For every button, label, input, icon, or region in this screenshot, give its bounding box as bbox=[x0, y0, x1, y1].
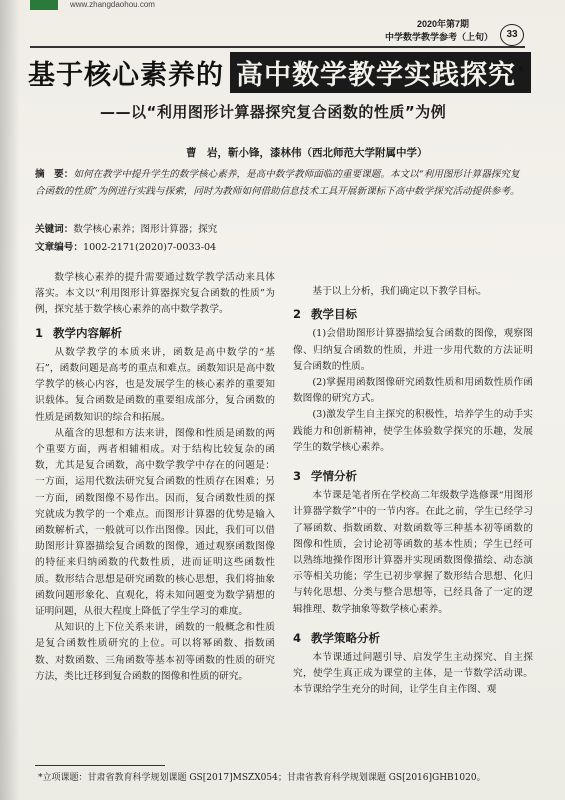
author-affiliation: （西北师范大学附属中学） bbox=[301, 147, 428, 159]
article-number-label: 文章编号： bbox=[35, 242, 83, 253]
article-number bbox=[35, 239, 216, 253]
abstract-text: 如何在教学中提升学生的数学核心素养，是高中数学教师面临的重要课题。本文以“利用图形计算器探究复合函数的性质”为例进行实践与探索，同时为教师如何借助信息技术工具开展新课标下高中数学探究活动提供参考。 bbox=[35, 169, 520, 197]
intro-paragraph: 数学核心素养的提升需要通过数学教学活动来具体落实。本文以“利用图形计算器探究复合函数的性质”为例，探究基于数学核心素养的高中数学教学。 bbox=[35, 272, 275, 316]
footnote: *立项课题：甘肃省教育科学规划课题 GS[2017]MSZX054；甘肃省教育科学规划课题 GS[2016]GHB1020。 bbox=[38, 773, 486, 783]
section-1-paragraph-3: 从知识的上下位关系来讲，函数的一般概念和性质是复合函数性质研究的上位。可以将幂函数、指数函数、对数函数、三角函数等基本初等函数的性质的研究方法，类比迁移到复合函数的图像和性质的研究。 bbox=[35, 622, 275, 682]
section-4-paragraph: 本节课通过问题引导、启发学生主动探究、自主探究，使学生真正成为课堂的主体，是一节数学活动课。本节课给学生充分的时间，让学生自主作图、观 bbox=[293, 652, 533, 696]
section-2-heading bbox=[293, 306, 533, 322]
title-part-2-text: 高中数学教学实践探究 bbox=[236, 59, 516, 91]
goal-2: (2)掌握用函数图像研究函数性质和用函数性质作函数图像的研究方式。 bbox=[293, 377, 533, 405]
keywords bbox=[35, 221, 217, 235]
section-3-title: 学情分析 bbox=[311, 469, 357, 484]
section-3-heading bbox=[293, 468, 533, 484]
left-column bbox=[35, 270, 275, 685]
abstract bbox=[35, 166, 525, 200]
author-names: 曹 岩，靳小锋，漆林伟 bbox=[186, 147, 302, 159]
header-rule bbox=[30, 46, 525, 48]
goal-1: (1)会借助图形计算器描绘复合函数的图像，观察图像、归纳复合函数的性质，并进一步用代数的方法证明复合函数的性质。 bbox=[293, 328, 533, 372]
section-4-heading bbox=[293, 630, 533, 646]
page-binding-shadow bbox=[0, 0, 20, 800]
abstract-label: 摘 要： bbox=[35, 169, 74, 180]
section-4-number: 4 bbox=[293, 630, 302, 645]
section-1-heading bbox=[35, 325, 275, 341]
section-1-title: 教学内容解析 bbox=[53, 325, 122, 340]
section-3-number: 3 bbox=[293, 469, 302, 484]
title-part-1: 基于核心素养的 bbox=[28, 59, 224, 91]
header-url: www.zhangdaohou.com bbox=[70, 0, 155, 9]
section-2-number: 2 bbox=[293, 307, 302, 322]
title-part-2-inverted bbox=[230, 52, 531, 93]
article-subtitle: ——以“利用图形计算器探究复合函数的性质”为例 bbox=[100, 103, 447, 121]
authors-line bbox=[186, 145, 428, 160]
section-2-title: 教学目标 bbox=[311, 307, 357, 322]
keywords-text: 数学核心素养；图形计算器；探究 bbox=[73, 224, 218, 235]
header-year-issue: 2020年第7期 bbox=[417, 19, 470, 29]
footnote-rule bbox=[35, 765, 165, 766]
keywords-label: 关键词： bbox=[35, 224, 74, 235]
section-1-paragraph-1: 从数学教学的本质来讲，函数是高中数学的“基石”，函数问题是高考的重点和难点。函数知识是高中数学教学的核心内容，也是发展学生的核心素养的重要知识载体。复合函数是函数的重要组成部分，复合函数的性质是函数知识的综合和拓展。 bbox=[35, 346, 275, 423]
goals-lead: 基于以上分析，我们确定以下教学目标。 bbox=[312, 286, 487, 297]
header-journal-name: 中学数学教学参考（上旬） bbox=[385, 32, 494, 42]
right-column bbox=[293, 284, 533, 699]
article-title bbox=[28, 50, 531, 94]
section-1-paragraph-2: 从蕴含的思想和方法来讲，图像和性质是函数的两个重要方面，两者相辅相成。对于结构比较复杂的函数，尤其是复合函数，高中数学教学中存在的问题是：一方面，运用代数法研究复合函数的性质存在困难；另一方面，函数图像不易作出。因而，复合函数性质的探究就成为教学的一个难点。而图形计算器的优势是输入函数解析式，一般就可以作出图像。因此，我们可以借助图形计算器描绘复合函数的图像，通过观察函数图像的特征来归纳函数的代数性质，进而证明这些函数性质。数形结合思想是研究函数的核心思想，我们将抽象函数问题形象化、直观化，将未知问题变为数学猜想的证明问题，从很大程度上降低了学生学习的难度。 bbox=[35, 427, 275, 618]
header-page-number: 33 bbox=[500, 24, 524, 46]
section-3-paragraph: 本节课是笔者所在学校高二年级数学选修课“用图形计算器学数学”中的一节内容。在此之前，学生已经学习了幂函数、指数函数、对数函数等三种基本初等函数的图像和性质，会讨论初等函数的基本性质；学生已经可以熟练地操作图形计算器并实现函数图像描绘、动态演示等相关功能；学生已初步掌握了数形结合思想、化归与转化思想、分类与整合思想等，已经具备了一定的逻辑推理、数学抽象等数学核心素养。 bbox=[293, 490, 533, 615]
section-4-title: 教学策略分析 bbox=[311, 630, 380, 645]
header-color-mark bbox=[30, 0, 58, 10]
article-number-text: 1002-2171(2020)7-0033-04 bbox=[82, 242, 217, 253]
title-footnote-star: * bbox=[518, 63, 525, 77]
goal-3: (3)激发学生自主探究的积极性，培养学生的动手实践能力和创新精神，使学生体验数学探究的乐趣，发展学生的数学核心素养。 bbox=[293, 409, 533, 453]
section-1-number: 1 bbox=[35, 325, 44, 340]
